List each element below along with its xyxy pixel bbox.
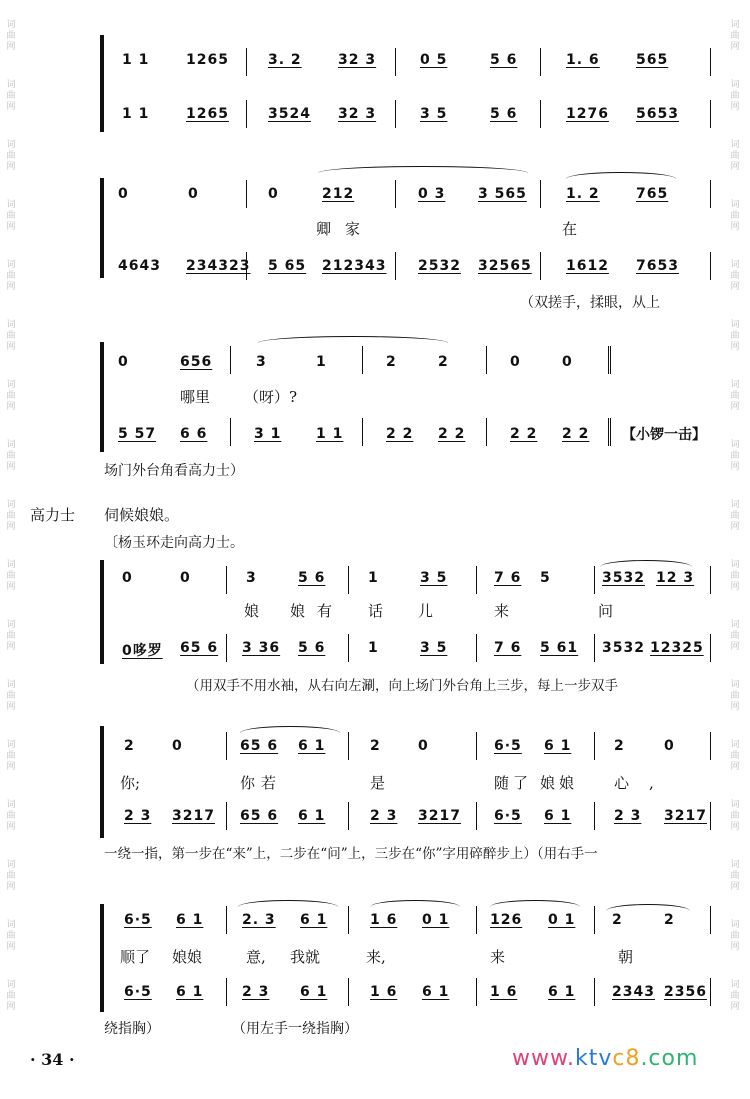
barline <box>486 346 487 374</box>
lyric: 顺了 <box>120 948 151 966</box>
note: 565 <box>636 52 669 68</box>
barline <box>540 100 541 128</box>
system-brace <box>100 560 104 664</box>
barline <box>395 48 396 76</box>
barline <box>348 566 349 594</box>
slur <box>318 166 528 173</box>
note: 3 <box>246 570 257 586</box>
lyric: 来 <box>490 948 506 966</box>
note: 234323 <box>186 258 251 274</box>
note: 2 2 <box>438 426 466 442</box>
barline <box>710 566 711 594</box>
note: 0 1 <box>548 912 576 928</box>
watermark-text: 词 曲 网 <box>730 200 740 232</box>
slur <box>600 560 692 567</box>
note: 7653 <box>636 258 679 274</box>
note: 5 57 <box>118 426 157 442</box>
watermark-text: 词 曲 网 <box>6 920 16 952</box>
lyric: 卿家 <box>316 220 375 238</box>
note: 6 1 <box>298 738 326 754</box>
note: 2356 <box>664 984 707 1000</box>
barline <box>226 732 227 760</box>
watermark-text: 词 曲 网 <box>730 740 740 772</box>
note: 6 6 <box>180 426 208 442</box>
lyric: 话 <box>368 602 384 620</box>
note: 32 3 <box>338 106 377 122</box>
stage-direction: （用左手一绕指胸） <box>232 1021 358 1037</box>
note: 0 <box>562 354 573 370</box>
note: 2343 <box>612 984 655 1000</box>
stage-direction: （用双手不用水袖，从右向左涮，向上场门外台角上三步，每上一步双手 <box>186 678 618 694</box>
note: 3 565 <box>478 186 527 202</box>
barline <box>486 418 487 446</box>
barline <box>540 48 541 76</box>
note: 3 5 <box>420 570 448 586</box>
slur <box>258 336 448 343</box>
score-system-2 <box>0 160 750 310</box>
note: 3 <box>256 354 267 370</box>
watermark-text: 词 曲 网 <box>730 80 740 112</box>
slur <box>490 900 580 907</box>
note: 5 6 <box>490 106 518 122</box>
lyric: 来 <box>494 602 510 620</box>
barline <box>348 906 349 934</box>
note: 1 6 <box>370 912 398 928</box>
note: 0 3 <box>418 186 446 202</box>
note: 3 5 <box>420 640 448 656</box>
barline <box>226 906 227 934</box>
lyric: 意, <box>246 948 266 966</box>
note: 0 <box>172 738 183 754</box>
score-system-4 <box>0 550 750 700</box>
barline <box>540 180 541 208</box>
system-brace <box>100 904 104 1012</box>
watermark-text: 词 曲 网 <box>6 740 16 772</box>
note: 32 3 <box>338 52 377 68</box>
note: 2 2 <box>386 426 414 442</box>
watermark-text: 词 曲 网 <box>730 440 740 472</box>
lyric: 在 <box>562 220 578 238</box>
note: 0 1 <box>422 912 450 928</box>
watermark-text: 词 曲 网 <box>6 260 16 292</box>
lyric: 我就 <box>290 948 321 966</box>
note: 12325 <box>650 640 704 656</box>
watermark-text: 词 曲 网 <box>730 860 740 892</box>
note: 6·5 <box>124 984 152 1000</box>
note: 6·5 <box>494 738 522 754</box>
note: 6·5 <box>494 808 522 824</box>
note: 2 2 <box>510 426 538 442</box>
note: 0 <box>180 570 191 586</box>
lyric: 来, <box>366 948 386 966</box>
note: 3 36 <box>242 640 281 656</box>
note: 0 <box>418 738 429 754</box>
note: 1 <box>316 354 327 370</box>
note: 5 <box>540 570 551 586</box>
watermark-text: 词 曲 网 <box>730 680 740 712</box>
barline <box>348 978 349 1006</box>
note: 6 1 <box>548 984 576 1000</box>
watermark-text: 词 曲 网 <box>730 620 740 652</box>
note: 2 <box>386 354 397 370</box>
lyric: 心, <box>614 774 674 792</box>
barline <box>476 802 477 830</box>
score-system-5 <box>0 718 750 868</box>
note: 65 6 <box>180 640 219 656</box>
barline <box>230 418 231 446</box>
percussion-cue: 【小锣一击】 <box>622 427 706 443</box>
barline <box>608 418 614 446</box>
note: 2 3 <box>614 808 642 824</box>
score-system-6 <box>0 890 750 1040</box>
note: 0 <box>118 354 129 370</box>
watermark-text: 词 曲 网 <box>6 500 16 532</box>
barline <box>594 566 595 594</box>
note: 6·5 <box>124 912 152 928</box>
barline <box>395 180 396 208</box>
logo-part: ktv <box>574 1046 613 1071</box>
note: 5 6 <box>490 52 518 68</box>
watermark-text: 词 曲 网 <box>730 20 740 52</box>
note: 3 5 <box>420 106 448 122</box>
barline <box>230 346 231 374</box>
barline <box>710 48 711 76</box>
note: 4643 <box>118 258 161 274</box>
note: 1 <box>368 640 379 656</box>
watermark-text: 词 曲 网 <box>730 980 740 1012</box>
note: 1 6 <box>490 984 518 1000</box>
slur <box>566 172 676 179</box>
system-brace <box>100 726 104 838</box>
note: 12 3 <box>656 570 695 586</box>
lyric: 你若 <box>240 774 283 792</box>
spoken-line: 伺候娘娘。 <box>104 506 180 524</box>
note: 5653 <box>636 106 679 122</box>
note: 5 6 <box>298 570 326 586</box>
note: 1265 <box>186 106 229 122</box>
stage-direction: 场门外台角看高力士） <box>104 463 244 479</box>
barline <box>710 732 711 760</box>
barline <box>226 978 227 1006</box>
barline <box>348 634 349 662</box>
watermark-text: 词 曲 网 <box>730 320 740 352</box>
note: 3524 <box>268 106 311 122</box>
note: 0 <box>188 186 199 202</box>
watermark-text: 词 曲 网 <box>6 140 16 172</box>
barline <box>246 180 247 208</box>
note: 126 <box>490 912 523 928</box>
note: 65 6 <box>240 738 279 754</box>
logo-part: .com <box>640 1046 699 1071</box>
note: 2 <box>664 912 675 928</box>
watermark-text: 词 曲 网 <box>6 320 16 352</box>
barline <box>710 802 711 830</box>
barline <box>246 48 247 76</box>
barline <box>476 566 477 594</box>
note: 3217 <box>418 808 461 824</box>
note: 0 <box>268 186 279 202</box>
watermark-text: 词 曲 网 <box>6 380 16 412</box>
barline <box>226 634 227 662</box>
lyric: 哪里 <box>180 388 211 406</box>
slur <box>370 900 460 907</box>
note: 1 1 <box>122 52 150 68</box>
note: 0 <box>510 354 521 370</box>
watermark-text: 词 曲 网 <box>730 560 740 592</box>
note: 2 <box>614 738 625 754</box>
action-line: 〔杨玉环走向高力士。 <box>104 535 244 551</box>
watermark-text: 词 曲 网 <box>6 680 16 712</box>
watermark-text: 词 曲 网 <box>6 620 16 652</box>
system-brace <box>100 35 104 132</box>
note: 6 1 <box>176 912 204 928</box>
note: 2 2 <box>562 426 590 442</box>
barline <box>608 346 614 374</box>
note: 6 1 <box>422 984 450 1000</box>
note: 765 <box>636 186 669 202</box>
lyric: 随了 <box>494 774 533 792</box>
watermark-text: 词 曲 网 <box>730 260 740 292</box>
note: 0哆罗 <box>122 643 163 659</box>
note: 1 1 <box>316 426 344 442</box>
watermark-text: 词 曲 网 <box>6 860 16 892</box>
note: 656 <box>180 354 213 370</box>
note: 0 <box>664 738 675 754</box>
watermark-text: 词 曲 网 <box>6 800 16 832</box>
note: 3532 <box>602 570 645 586</box>
score-system-1 <box>0 30 750 140</box>
stage-direction: 一绕一指，第一步在“来”上，二步在“问”上，三步在“你”字用碎醉步上）（用右手一 <box>104 846 598 862</box>
note: 6 1 <box>176 984 204 1000</box>
page-number: · 34 · <box>30 1050 75 1069</box>
barline <box>476 906 477 934</box>
note: 7 6 <box>494 570 522 586</box>
note: 6 1 <box>544 808 572 824</box>
barline <box>594 802 595 830</box>
barline <box>246 100 247 128</box>
note: 32565 <box>478 258 532 274</box>
barline <box>710 634 711 662</box>
note: 5 61 <box>540 640 579 656</box>
barline <box>395 252 396 280</box>
score-system-3 <box>0 330 750 480</box>
note: 65 6 <box>240 808 279 824</box>
note: 212343 <box>322 258 387 274</box>
lyric: 娘有 <box>290 602 345 620</box>
lyric: 娘娘 <box>540 774 579 792</box>
note: 3. 2 <box>268 52 302 68</box>
barline <box>540 252 541 280</box>
barline <box>594 978 595 1006</box>
note: 212 <box>322 186 355 202</box>
barline <box>348 732 349 760</box>
note: 2. 3 <box>242 912 276 928</box>
lyric: 你; <box>120 774 141 792</box>
slur <box>240 726 340 733</box>
lyric: 是 <box>370 774 386 792</box>
note: 1612 <box>566 258 609 274</box>
barline <box>395 100 396 128</box>
note: 1 <box>368 570 379 586</box>
watermark-text: 词 曲 网 <box>730 380 740 412</box>
system-brace <box>100 178 104 278</box>
stage-direction: （双搓手，揉眼，从上 <box>520 295 660 311</box>
barline <box>710 978 711 1006</box>
barline <box>476 978 477 1006</box>
barline <box>710 906 711 934</box>
note: 2 <box>124 738 135 754</box>
note: 6 1 <box>298 808 326 824</box>
watermark-text: 词 曲 网 <box>6 980 16 1012</box>
logo-part: c8 <box>612 1046 641 1071</box>
barline <box>594 634 595 662</box>
note: 3217 <box>664 808 707 824</box>
note: 6 1 <box>544 738 572 754</box>
lyric: 朝 <box>618 948 634 966</box>
barline <box>594 732 595 760</box>
barline <box>710 100 711 128</box>
watermark-text: 词 曲 网 <box>730 500 740 532</box>
barline <box>362 418 363 446</box>
note: 2 3 <box>124 808 152 824</box>
barline <box>710 252 711 280</box>
note: 2 <box>612 912 623 928</box>
note: 3 1 <box>254 426 282 442</box>
stage-direction: 绕指胸） <box>104 1021 160 1037</box>
note: 1. 6 <box>566 52 600 68</box>
barline <box>226 802 227 830</box>
watermark-text: 词 曲 网 <box>6 20 16 52</box>
logo-part: www. <box>512 1046 575 1071</box>
note: 0 <box>122 570 133 586</box>
note: 1265 <box>186 52 229 68</box>
barline <box>362 346 363 374</box>
note: 6 1 <box>300 984 328 1000</box>
watermark-text: 词 曲 网 <box>6 200 16 232</box>
note: 2 3 <box>242 984 270 1000</box>
note: 1 1 <box>122 106 150 122</box>
watermark-text: 词 曲 网 <box>6 440 16 472</box>
note: 0 <box>118 186 129 202</box>
note: 2 <box>370 738 381 754</box>
note: 7 6 <box>494 640 522 656</box>
note: 6 1 <box>300 912 328 928</box>
barline <box>226 566 227 594</box>
note: 2532 <box>418 258 461 274</box>
watermark-text: 词 曲 网 <box>730 140 740 172</box>
note: 2 <box>438 354 449 370</box>
lyric: （呀）? <box>244 388 298 406</box>
watermark-text: 词 曲 网 <box>6 80 16 112</box>
note: 3217 <box>172 808 215 824</box>
watermark-text: 词 曲 网 <box>730 920 740 952</box>
note: 5 6 <box>298 640 326 656</box>
lyric: 娘 <box>244 602 260 620</box>
barline <box>710 180 711 208</box>
watermark-text: 词 曲 网 <box>730 800 740 832</box>
slur <box>606 904 690 911</box>
barline <box>476 634 477 662</box>
site-logo <box>512 1046 698 1071</box>
note: 5 65 <box>268 258 307 274</box>
note: 1 6 <box>370 984 398 1000</box>
slur <box>238 900 338 907</box>
lyric: 儿 <box>418 602 434 620</box>
barline <box>476 732 477 760</box>
watermark-text: 词 曲 网 <box>6 560 16 592</box>
lyric: 娘娘 <box>172 948 203 966</box>
note: 1276 <box>566 106 609 122</box>
barline <box>348 802 349 830</box>
note: 3532 <box>602 640 645 656</box>
barline <box>594 906 595 934</box>
note: 0 5 <box>420 52 448 68</box>
note: 1. 2 <box>566 186 600 202</box>
lyric: 问 <box>598 602 614 620</box>
note: 2 3 <box>370 808 398 824</box>
speaker-name: 高力士 <box>30 506 76 524</box>
system-brace <box>100 342 104 452</box>
